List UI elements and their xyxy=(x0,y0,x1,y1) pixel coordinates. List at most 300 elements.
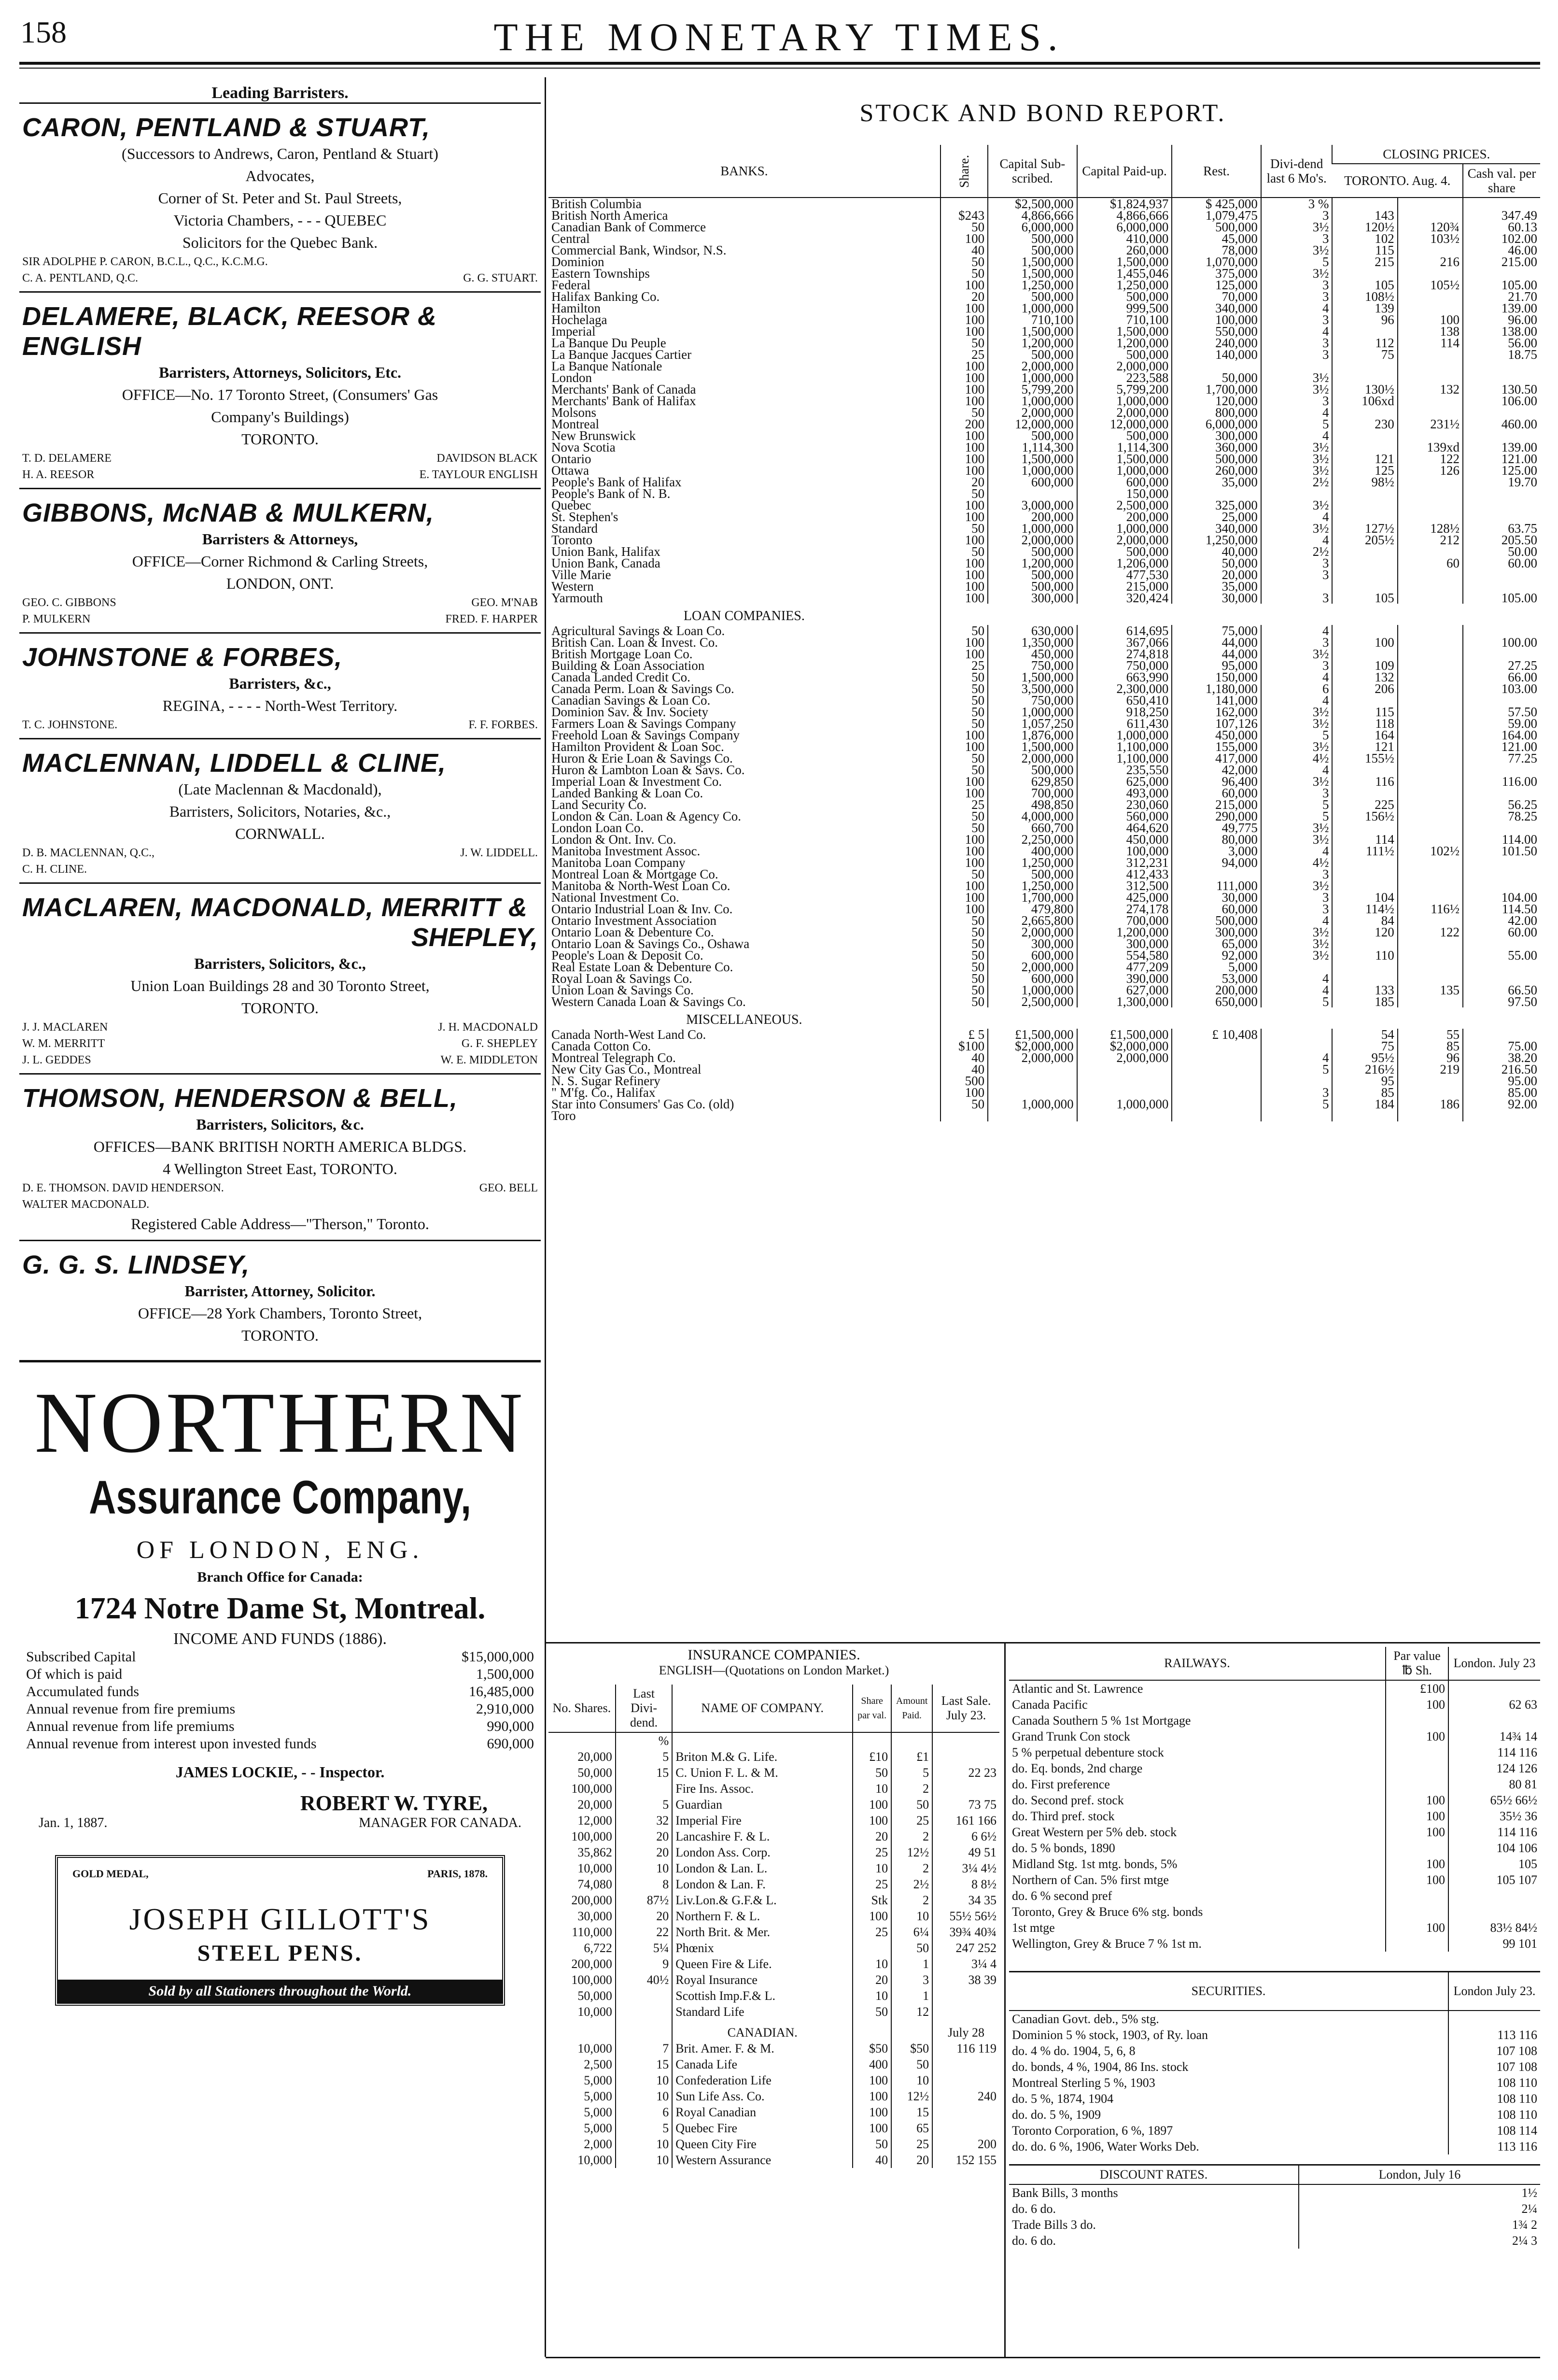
row-cell: 20 xyxy=(616,1908,672,1924)
row-name: Farmers Loan & Savings Company xyxy=(551,716,736,731)
row-cell: 156½ xyxy=(1332,810,1397,822)
row-cell: 100 xyxy=(940,279,988,291)
row-cell: 1,079,475 xyxy=(1172,210,1261,221)
row-cell xyxy=(1172,1040,1261,1052)
table-row xyxy=(1009,1904,1540,1920)
row-cell: £1 xyxy=(891,1749,932,1765)
table-row xyxy=(1009,1936,1540,1952)
row-cell: 100 xyxy=(940,892,988,903)
partner-left: J. L. GEDDES xyxy=(22,1054,91,1066)
fund-label: Subscribed Capital xyxy=(26,1649,136,1665)
row-cell: 100 xyxy=(940,776,988,787)
row-cell: 212 xyxy=(1398,534,1463,546)
row-name: Federal xyxy=(551,278,590,292)
row-cell xyxy=(1332,557,1397,569)
row-cell xyxy=(1463,961,1540,973)
firm-line: Solicitors for the Quebec Bank. xyxy=(182,234,378,251)
row-cell: 115 xyxy=(1332,706,1397,718)
row-cell: 390,000 xyxy=(1077,973,1172,984)
row-cell: 100 xyxy=(853,1813,891,1828)
row-name: London & Lan. L. xyxy=(672,1860,853,1876)
row-cell: 205.50 xyxy=(1463,534,1540,546)
row-cell: 2,000,000 xyxy=(1077,534,1172,546)
row-cell: 5 xyxy=(616,1749,672,1765)
row-cell: 1,200,000 xyxy=(1077,926,1172,938)
row-cell: 55.00 xyxy=(1463,949,1540,961)
row-cell: 230,060 xyxy=(1077,799,1172,810)
row-cell: 50 xyxy=(940,915,988,926)
row-cell: 4,000,000 xyxy=(988,810,1077,822)
row-cell xyxy=(932,1781,999,1797)
row-cell: 216 xyxy=(1398,256,1463,268)
northern-date: Jan. 1, 1887. xyxy=(39,1815,108,1830)
row-name: Royal Insurance xyxy=(672,1972,853,1988)
row-cell xyxy=(1398,660,1463,671)
firm-line: TORONTO. xyxy=(241,430,319,448)
firm-line: Barristers & Attorneys, xyxy=(202,530,358,548)
row-name: Canadian Bank of Commerce xyxy=(551,220,706,234)
row-cell xyxy=(1398,706,1463,718)
gillott-pens-ad xyxy=(55,1855,505,2006)
row-cell xyxy=(1172,1110,1261,1121)
firm-card xyxy=(19,1073,541,1240)
row-name: Toronto Corporation, 6 %, 1897 xyxy=(1012,2124,1173,2138)
row-cell: 109 xyxy=(1332,660,1397,671)
row-name: Standard Life xyxy=(672,2004,853,2020)
row-cell: 614,695 xyxy=(1077,625,1172,637)
row-cell: 10 xyxy=(616,2072,672,2088)
row-cell: 139.00 xyxy=(1463,441,1540,453)
row-cell: 53,000 xyxy=(1172,973,1261,984)
row-cell: 3½ xyxy=(1261,822,1333,834)
row-cell: 104 106 xyxy=(1448,1840,1540,1856)
row-cell xyxy=(1332,499,1397,511)
row-cell: 100 xyxy=(1386,1792,1448,1808)
row-cell xyxy=(1463,499,1540,511)
row-cell: 83½ 84½ xyxy=(1448,1920,1540,1936)
row-cell: 215 xyxy=(1332,256,1397,268)
firm-partners xyxy=(22,861,538,878)
row-cell: 22 xyxy=(616,1924,672,1940)
row-cell: 2,250,000 xyxy=(988,834,1077,845)
firm-card xyxy=(19,488,541,632)
table-row xyxy=(548,1797,999,1813)
row-cell: % xyxy=(616,1732,672,1749)
row-cell: 223,588 xyxy=(1077,372,1172,383)
row-cell: 5 xyxy=(1261,1063,1333,1075)
row-cell: 126 xyxy=(1398,465,1463,476)
row-name: Queen Fire & Life. xyxy=(672,1956,853,1972)
partner-left: W. M. MERRITT xyxy=(22,1037,105,1050)
row-cell: 1,057,250 xyxy=(988,718,1077,729)
row-name: Toronto, Grey & Bruce 6% stg. bonds xyxy=(1012,1905,1203,1919)
row-cell: 130.50 xyxy=(1463,383,1540,395)
row-cell: 3 xyxy=(1261,279,1333,291)
row-cell: 500,000 xyxy=(988,764,1077,776)
table-row xyxy=(548,2088,999,2104)
firm-name: JOHNSTONE & FORBES, xyxy=(22,643,343,672)
row-cell: 5,799,200 xyxy=(988,383,1077,395)
row-cell xyxy=(932,1988,999,2004)
firm-line: OFFICE—No. 17 Toronto Street, (Consumers' Gas xyxy=(122,386,438,403)
row-cell: 44,000 xyxy=(1172,637,1261,648)
firm-partners xyxy=(22,595,538,611)
row-cell: 300,000 xyxy=(1172,430,1261,441)
row-cell: 18.75 xyxy=(1463,349,1540,360)
row-cell: 3½ xyxy=(1261,383,1333,395)
partner-right: DAVIDSON BLACK xyxy=(436,452,538,465)
row-cell: 39¾ 40¾ xyxy=(932,1924,999,1940)
row-cell: 14¾ 14 xyxy=(1448,1728,1540,1744)
row-cell: 5 xyxy=(1261,810,1333,822)
row-cell: 300,000 xyxy=(988,592,1077,604)
row-cell: 96 xyxy=(1332,314,1397,326)
table-row xyxy=(1009,1824,1540,1840)
row-cell: 105 107 xyxy=(1448,1872,1540,1888)
row-cell: 240,000 xyxy=(1172,337,1261,349)
row-cell: 3 xyxy=(1261,787,1333,799)
row-cell: 135 xyxy=(1398,984,1463,996)
row-cell: 114 xyxy=(1398,337,1463,349)
firm-line: Victoria Chambers, - - - QUEBEC xyxy=(173,212,387,229)
row-cell: 274,818 xyxy=(1077,648,1172,660)
row-name: Montreal Sterling 5 %, 1903 xyxy=(1012,2076,1155,2090)
row-name: North Brit. & Mer. xyxy=(672,1924,853,1940)
row-cell: 500,000 xyxy=(1172,453,1261,465)
row-cell xyxy=(1386,1776,1448,1792)
row-name: Freehold Loan & Savings Company xyxy=(551,728,740,742)
table-row xyxy=(548,2040,999,2056)
row-cell: 92.00 xyxy=(1463,1098,1540,1110)
row-cell: 108 110 xyxy=(1448,2091,1540,2107)
row-cell: 132 xyxy=(1332,671,1397,683)
row-name: Phœnix xyxy=(672,1940,853,1956)
table-row xyxy=(1009,2011,1540,2027)
row-cell: 20 xyxy=(616,1844,672,1860)
row-cell xyxy=(1386,1744,1448,1760)
row-cell: 500 xyxy=(940,1075,988,1087)
row-cell: 5 xyxy=(1261,996,1333,1007)
row-cell: 100 xyxy=(940,581,988,592)
row-cell: 100,000 xyxy=(1077,845,1172,857)
row-cell: 20 xyxy=(853,1972,891,1988)
row-cell xyxy=(1398,395,1463,407)
row-cell: 25 xyxy=(853,1924,891,1940)
row-cell: 10 xyxy=(853,1988,891,2004)
row-cell: 1 xyxy=(891,1988,932,2004)
row-name: Dominion Sav. & Inv. Society xyxy=(551,705,708,719)
row-cell: 63.75 xyxy=(1463,523,1540,534)
row-name: Building & Loan Association xyxy=(551,658,705,673)
row-cell: 5,000 xyxy=(584,2105,612,2119)
rail-col-london: London. July 23 xyxy=(1448,1647,1540,1680)
row-name: Canadian Govt. deb., 5% stg. xyxy=(1012,2012,1159,2026)
row-name: Dominion xyxy=(551,255,604,269)
row-cell: 1,000,000 xyxy=(1077,523,1172,534)
row-cell: 260,000 xyxy=(1077,244,1172,256)
ins-col-paid: Amount Paid. xyxy=(891,1685,932,1732)
gillott-medal: GOLD MEDAL, xyxy=(72,1868,149,1880)
row-cell: 75.00 xyxy=(1463,1040,1540,1052)
row-cell: 60.13 xyxy=(1463,221,1540,233)
row-cell: 100 xyxy=(940,845,988,857)
row-cell: 139 xyxy=(1332,302,1397,314)
firm-partners xyxy=(22,450,538,467)
row-cell: 4 xyxy=(1261,326,1333,337)
row-name: London & Can. Loan & Agency Co. xyxy=(551,809,741,823)
row-cell xyxy=(1386,1713,1448,1728)
row-cell: 107 108 xyxy=(1448,2043,1540,2059)
row-cell: 1,114,300 xyxy=(1077,441,1172,453)
row-cell: 40,000 xyxy=(1172,546,1261,557)
row-cell xyxy=(1448,2011,1540,2027)
firm-card xyxy=(19,291,541,488)
row-cell: 100 xyxy=(1332,637,1397,648)
row-cell: $ 425,000 xyxy=(1172,198,1261,210)
row-cell: 3½ xyxy=(1261,949,1333,961)
row-cell xyxy=(1398,694,1463,706)
row-cell: 2,000,000 xyxy=(988,1052,1077,1063)
row-cell: 3½ xyxy=(1261,880,1333,892)
row-name: Liv.Lon.& G.F.& L. xyxy=(672,1892,853,1908)
row-cell xyxy=(988,1075,1077,1087)
northern-funds xyxy=(19,1648,541,1753)
row-cell: 1,000,000 xyxy=(988,395,1077,407)
row-cell xyxy=(1398,648,1463,660)
row-cell: 2½ xyxy=(1261,546,1333,557)
row-cell: 40 xyxy=(853,2152,891,2168)
row-cell: 3 xyxy=(1261,569,1333,581)
row-cell: 360,000 xyxy=(1172,441,1261,453)
row-cell: 4 xyxy=(1261,1052,1333,1063)
row-cell: 312,500 xyxy=(1077,880,1172,892)
row-cell: 59.00 xyxy=(1463,718,1540,729)
row-cell: 4 xyxy=(1261,511,1333,523)
row-cell: 50 xyxy=(940,523,988,534)
row-cell: 110,000 xyxy=(572,1925,612,1939)
row-name: do. 5 %, 1874, 1904 xyxy=(1012,2092,1114,2106)
row-cell: 100 xyxy=(940,557,988,569)
row-name: Imperial xyxy=(551,324,596,339)
row-cell: 114 116 xyxy=(1448,1744,1540,1760)
stock-table xyxy=(548,145,1540,1121)
row-cell: 96 xyxy=(1398,1052,1463,1063)
row-cell: 113 116 xyxy=(1448,2027,1540,2043)
row-cell: 20 xyxy=(940,291,988,302)
row-cell xyxy=(1398,764,1463,776)
masthead-title: THE MONETARY TIMES. xyxy=(493,15,1065,59)
row-cell: 4,866,666 xyxy=(1077,210,1172,221)
row-cell: 102 xyxy=(1332,233,1397,244)
table-row xyxy=(548,1892,999,1908)
row-cell: 8 8½ xyxy=(932,1876,999,1892)
row-cell: 100 xyxy=(940,430,988,441)
northern-manager-row xyxy=(19,1815,541,1831)
row-name: London & Lan. F. xyxy=(672,1876,853,1892)
firm-name: CARON, PENTLAND & STUART, xyxy=(22,113,430,142)
row-cell: 274,178 xyxy=(1077,903,1172,915)
row-cell: 3 xyxy=(1261,395,1333,407)
row-cell: 200,000 xyxy=(571,1893,612,1907)
row-cell: 999,500 xyxy=(1077,302,1172,314)
firm-partners xyxy=(22,467,538,483)
row-name: Central xyxy=(551,231,590,246)
row-cell: 6¼ xyxy=(891,1924,932,1940)
row-cell: 6,722 xyxy=(584,1941,612,1955)
row-name: Merchants' Bank of Canada xyxy=(551,382,696,397)
row-cell: 1,000,000 xyxy=(1077,1098,1172,1110)
row-cell xyxy=(1398,996,1463,1007)
fund-row xyxy=(19,1648,541,1666)
row-cell: 107,126 xyxy=(1172,718,1261,729)
row-cell: 94,000 xyxy=(1172,857,1261,868)
partner-left: P. MULKERN xyxy=(22,613,91,625)
row-cell: 50 xyxy=(940,683,988,694)
row-cell: 4 xyxy=(1261,915,1333,926)
row-cell: 230 xyxy=(1332,418,1397,430)
row-cell: 215,000 xyxy=(1077,581,1172,592)
row-cell: 4½ xyxy=(1261,857,1333,868)
row-name: Montreal xyxy=(551,417,599,431)
row-name: Union Bank, Canada xyxy=(551,556,660,570)
row-cell: 6,000,000 xyxy=(1077,221,1172,233)
firm-line: Barristers, Solicitors, Notaries, &c., xyxy=(169,803,391,820)
partner-left: J. J. MACLAREN xyxy=(22,1021,108,1034)
row-name: Atlantic and St. Lawrence xyxy=(1012,1682,1143,1696)
row-name: Confederation Life xyxy=(672,2072,853,2088)
col-dividend: Divi-dend last 6 Mo's. xyxy=(1261,145,1333,198)
row-cell: 10 xyxy=(616,2088,672,2104)
row-cell xyxy=(1398,799,1463,810)
row-cell: 112 xyxy=(1332,337,1397,349)
row-cell: 340,000 xyxy=(1172,523,1261,534)
row-cell: $2,500,000 xyxy=(988,198,1077,210)
row-cell: 1,500,000 xyxy=(988,453,1077,465)
row-cell: 49 51 xyxy=(932,1844,999,1860)
row-cell: 100.00 xyxy=(1463,637,1540,648)
row-name: Imperial Fire xyxy=(672,1813,853,1828)
table-row xyxy=(548,1749,999,1765)
firm-line: CORNWALL. xyxy=(235,825,325,842)
row-cell: 66.00 xyxy=(1463,671,1540,683)
row-cell xyxy=(1398,569,1463,581)
row-cell: 2,000,000 xyxy=(988,534,1077,546)
row-cell: 500,000 xyxy=(988,430,1077,441)
row-name: Trade Bills 3 do. xyxy=(1012,2218,1096,2232)
row-cell xyxy=(1463,857,1540,868)
row-cell: 400 xyxy=(853,2056,891,2072)
row-cell: 121 xyxy=(1332,741,1397,752)
row-cell: 240 xyxy=(932,2088,999,2104)
row-cell xyxy=(1398,499,1463,511)
row-cell: 611,430 xyxy=(1077,718,1172,729)
row-cell: 8 xyxy=(616,1876,672,1892)
row-cell: 5,799,200 xyxy=(1077,383,1172,395)
row-cell: 100 xyxy=(940,729,988,741)
row-cell xyxy=(1172,1075,1261,1087)
row-cell: 247 252 xyxy=(932,1940,999,1956)
row-cell xyxy=(1398,1075,1463,1087)
row-cell xyxy=(616,1988,672,2004)
row-cell: 600,000 xyxy=(1077,476,1172,488)
row-cell: 1,070,000 xyxy=(1172,256,1261,268)
northern-income-title: INCOME AND FUNDS (1886). xyxy=(173,1630,387,1648)
row-cell: 50 xyxy=(940,718,988,729)
row-name: do. 4 % do. 1904, 5, 6, 8 xyxy=(1012,2044,1136,2058)
table-row xyxy=(1009,1856,1540,1872)
partner-left: H. A. REESOR xyxy=(22,468,95,481)
row-cell: 479,800 xyxy=(988,903,1077,915)
row-name: National Investment Co. xyxy=(551,890,679,905)
misc-title-row xyxy=(548,1007,1540,1029)
row-cell: 12 xyxy=(891,2004,932,2020)
row-cell: 114 xyxy=(1332,834,1397,845)
row-cell xyxy=(1077,1075,1172,1087)
row-name: do. 6 % second pref xyxy=(1012,1889,1112,1903)
row-cell: 4 xyxy=(1261,671,1333,683)
row-cell: 103½ xyxy=(1398,233,1463,244)
insurance-table xyxy=(548,1685,999,2168)
row-cell: 2,500,000 xyxy=(1077,499,1172,511)
row-cell: 50,000 xyxy=(577,1989,612,2003)
row-name: Briton M.& G. Life. xyxy=(672,1749,853,1765)
row-cell xyxy=(940,1110,988,1121)
row-cell xyxy=(1261,581,1333,592)
col-cash-val: Cash val. per share xyxy=(1463,164,1540,198)
stock-table-wrap xyxy=(548,145,1540,1121)
insurance-section xyxy=(548,1647,999,2168)
row-cell: 108 110 xyxy=(1448,2075,1540,2091)
row-cell: $243 xyxy=(940,210,988,221)
row-cell: 200,000 xyxy=(988,511,1077,523)
row-cell: 120,000 xyxy=(1172,395,1261,407)
row-cell xyxy=(1398,360,1463,372)
row-cell: 3½ xyxy=(1261,776,1333,787)
row-cell: 5 xyxy=(616,1797,672,1813)
row-cell: 100 xyxy=(940,372,988,383)
row-name: Queen City Fire xyxy=(672,2136,853,2152)
row-cell: 3,000,000 xyxy=(988,499,1077,511)
row-cell: 5 xyxy=(1261,799,1333,810)
row-cell xyxy=(1463,360,1540,372)
partner-right: GEO. M'NAB xyxy=(471,596,538,609)
row-cell: 1,180,000 xyxy=(1172,683,1261,694)
row-cell: 50 xyxy=(940,810,988,822)
firm-partners xyxy=(22,1180,538,1196)
row-name xyxy=(672,1732,853,1749)
row-cell: 70,000 xyxy=(1172,291,1261,302)
row-name: Wellington, Grey & Bruce 7 % 1st m. xyxy=(1012,1937,1202,1951)
row-cell: 50 xyxy=(940,996,988,1007)
firm-line: Corner of St. Peter and St. Paul Streets, xyxy=(158,189,402,207)
row-cell: £1,500,000 xyxy=(1077,1029,1172,1040)
northern-address: 1724 Notre Dame St, Montreal. xyxy=(74,1591,486,1625)
row-cell: 60.00 xyxy=(1463,557,1540,569)
row-cell: 50 xyxy=(940,961,988,973)
row-cell xyxy=(1398,625,1463,637)
fund-row xyxy=(19,1735,541,1753)
row-cell: 114½ xyxy=(1332,903,1397,915)
row-name: People's Bank of Halifax xyxy=(551,475,682,489)
row-cell: 4 xyxy=(1261,534,1333,546)
table-row xyxy=(548,2136,999,2152)
row-cell: 4½ xyxy=(1261,752,1333,764)
table-row xyxy=(1009,2107,1540,2123)
row-cell: 138.00 xyxy=(1463,326,1540,337)
row-cell xyxy=(1386,1904,1448,1920)
row-cell: 200,000 xyxy=(571,1957,612,1971)
firm-partners xyxy=(22,1052,538,1068)
